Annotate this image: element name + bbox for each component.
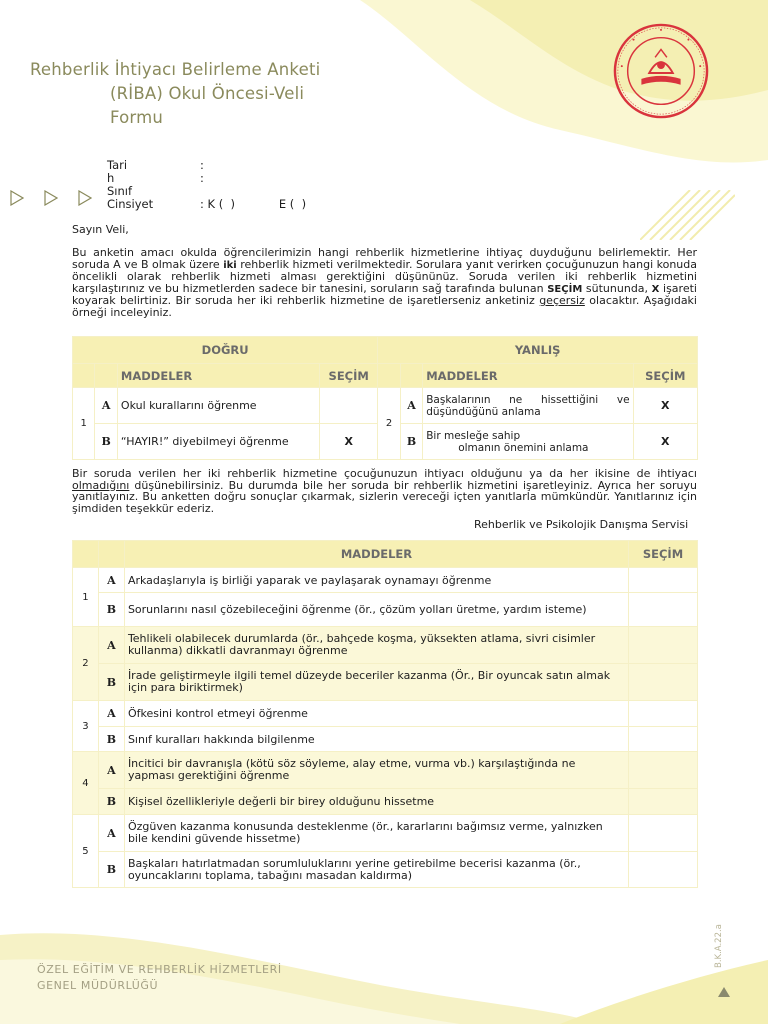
salutation: Sayın Veli, [72, 223, 129, 236]
choice-cell[interactable] [629, 752, 698, 789]
example-item [423, 424, 633, 460]
choice-cell[interactable] [629, 701, 698, 727]
choice-cell[interactable] [629, 593, 698, 627]
option-letter: B [98, 593, 124, 627]
example-number: 1 [73, 388, 95, 460]
example-item: Okul kurallarını öğrenme [117, 388, 319, 424]
example-table [72, 336, 698, 460]
option-letter: B [400, 424, 422, 460]
example-item-line1: Bir mesleğe sahip [426, 429, 521, 442]
play-arrow-icon [78, 190, 92, 206]
date-field[interactable]: : [200, 158, 204, 172]
option-letter: A [98, 627, 124, 664]
play-arrow-icon [10, 190, 24, 206]
choice-cell[interactable] [629, 727, 698, 752]
page-title [30, 58, 320, 130]
title-line-1: Rehberlik İhtiyacı Belirleme Anketi [30, 60, 321, 79]
option-letter: B [95, 424, 117, 460]
choice-cell[interactable]: X [320, 424, 378, 460]
question-number: 1 [73, 568, 99, 627]
option-letter: B [98, 789, 124, 815]
option-letter: A [95, 388, 117, 424]
ministry-seal-logo [612, 22, 710, 120]
question-number: 5 [73, 815, 99, 888]
option-letter: B [98, 664, 124, 701]
option-letter: A [98, 752, 124, 789]
footer-line-1: ÖZEL EĞİTİM VE REHBERLİK HİZMETLERİ [37, 963, 282, 976]
example-item: “HAYIR!” diyebilmeyi öğrenme [117, 424, 319, 460]
choice-cell[interactable] [629, 815, 698, 852]
items-header: MADDELER [423, 364, 633, 388]
items-header: MADDELER [117, 364, 319, 388]
play-arrow-icon [44, 190, 58, 206]
question-number: 2 [73, 627, 99, 701]
choice-cell[interactable] [629, 664, 698, 701]
correct-header: DOĞRU [73, 337, 378, 364]
footer-line-2: GENEL MÜDÜRLÜĞÜ [37, 979, 159, 992]
option-letter: B [98, 727, 124, 752]
title-line-3: Formu [110, 108, 164, 127]
title-line-2: (RİBA) Okul Öncesi-Veli [110, 84, 305, 103]
info-row-class: Sınıf [107, 184, 133, 198]
date-field-cont[interactable]: : [200, 171, 204, 185]
choice-cell[interactable] [629, 789, 698, 815]
example-item-line2: olmanın önemini anlama [458, 441, 589, 454]
question-option-b: İrade geliştirmeyle ilgili temel düzeyde beceriler kazanma (Ör., Bir oyuncak satın almak için para biriktirmek) [124, 664, 628, 701]
question-option-a: Öfkesini kontrol etmeyi öğrenme [124, 701, 628, 727]
triangle-up-icon [717, 986, 731, 998]
option-letter: B [98, 852, 124, 888]
items-header: MADDELER [124, 541, 628, 568]
question-option-a: İncitici bir davranışla (kötü söz söyleme, alay etme, vurma vb.) karşılaştığında ne yapması gerektiğini öğrenme [124, 752, 628, 789]
question-number: 4 [73, 752, 99, 815]
choice-header: SEÇİM [629, 541, 698, 568]
choice-cell[interactable]: X [633, 424, 697, 460]
question-option-b: Kişisel özellikleriyle değerli bir birey olduğunu hissetme [124, 789, 628, 815]
question-option-a: Arkadaşlarıyla iş birliği yaparak ve paylaşarak oynamayı öğrenme [124, 568, 628, 593]
option-letter: A [98, 568, 124, 593]
option-letter: A [98, 701, 124, 727]
instructions-paragraph: Bir soruda verilen her iki rehberlik hizmetine çocuğunuzun ihtiyacı olduğunu ya da her ikisine de ihtiyacı olmadığını düşünebilirsiniz. Bu durumda bile her soruda bir rehberlik hizmetini işaretleyiniz. Ayrıca her soruyu yanıtlayınız. Bu anketten doğru sonuçlar çıkarmak, sizlerin vereceği içten yanıtlarla mümkündür. Yanıtlarınız için şimdiden teşekkür ederiz. [72, 467, 697, 515]
questionnaire-table [72, 540, 698, 888]
choice-cell[interactable]: X [633, 388, 697, 424]
service-signature: Rehberlik ve Psikolojik Danışma Servisi [474, 518, 689, 531]
choice-cell[interactable] [629, 852, 698, 888]
footer-org-name [37, 962, 282, 994]
choice-header: SEÇİM [633, 364, 697, 388]
question-option-b: Sorunlarını nasıl çözebileceğini öğrenme (ör., çözüm yolları üretme, yardım isteme) [124, 593, 628, 627]
info-row-date2: h : [107, 171, 204, 185]
decorative-hatch [640, 190, 735, 240]
gender-field[interactable]: : K ( ) E ( ) [200, 197, 307, 211]
choice-cell[interactable] [629, 627, 698, 664]
choice-cell[interactable] [320, 388, 378, 424]
info-row-gender: Cinsiyet : K ( ) E ( ) [107, 197, 307, 211]
example-number: 2 [378, 388, 400, 460]
info-row-date1: Tari : [107, 158, 204, 172]
intro-paragraph: Bu anketin amacı okulda öğrencilerimizin hangi rehberlik hizmetlerine ihtiyaç duyduğunu belirlemektir. Her soruda A ve B olmak üzere iki rehberlik hizmeti verilmektedir. Sorulara yanıt verirken çocuğunuzun hangi konuda öncelikli olarak rehberlik hizmeti alması gerektiğini düşününüz. Soruda verilen iki rehberlik hizmetini karşılaştırınız ve bu hizmetlerden sadece bir tanesini, soruların sağ tarafında bulunan SEÇİM sütununda, X işareti koyarak belirtiniz. Bir soruda her iki rehberlik hizmetine de işaretlerseniz anketiniz geçersiz olacaktır. Aşağıdaki örneği inceleyiniz. [72, 246, 697, 319]
choice-cell[interactable] [629, 568, 698, 593]
question-number: 3 [73, 701, 99, 752]
option-letter: A [98, 815, 124, 852]
decorative-arrows [10, 190, 92, 206]
wrong-header: YANLIŞ [378, 337, 698, 364]
document-code: B.K.A.22.a [714, 924, 724, 968]
option-letter: A [400, 388, 422, 424]
question-option-a: Tehlikeli olabilecek durumlarda (ör., bahçede koşma, yüksekten atlama, sivri cisimler kullanma) dikkatli davranmayı öğrenme [124, 627, 628, 664]
question-option-a: Özgüven kazanma konusunda desteklenme (ör., kararlarını bağımsız verme, yalnızken bile kendini güvende hissetme) [124, 815, 628, 852]
question-option-b: Sınıf kuralları hakkında bilgilenme [124, 727, 628, 752]
info-fields [107, 159, 306, 211]
choice-header: SEÇİM [320, 364, 378, 388]
example-item: Başkalarının ne hissettiğini ve düşündüğünü anlama [423, 388, 633, 424]
question-option-b: Başkaları hatırlatmadan sorumluluklarını yerine getirebilme becerisi kazanma (ör., oyuncaklarını toplama, tabağını masadan kaldırma) [124, 852, 628, 888]
